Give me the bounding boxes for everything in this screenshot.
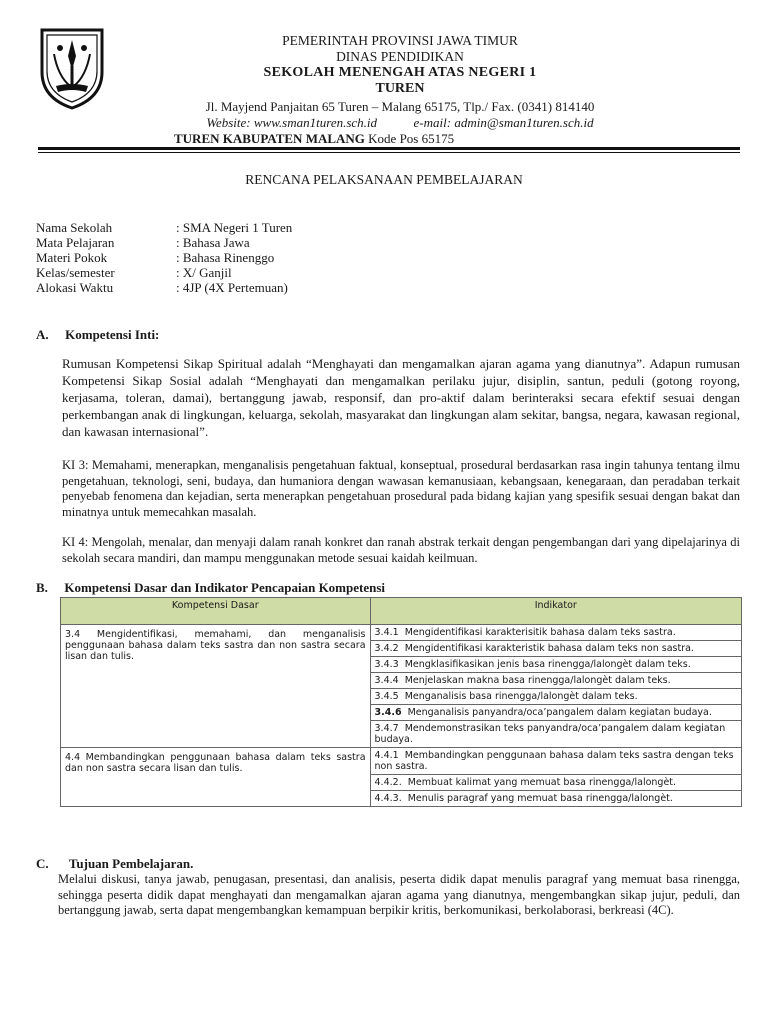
- indicator-number: 3.4.3: [374, 659, 399, 670]
- section-b-label: B.: [36, 580, 48, 595]
- indicator-number: 4.4.2.: [374, 777, 402, 788]
- indicator-item: [371, 657, 741, 673]
- indicator-text: Menulis paragraf yang memuat basa rinengga/lalongèt.: [407, 793, 673, 804]
- identity-value: : 4JP (4X Pertemuan): [176, 280, 288, 295]
- identity-value: : Bahasa Jawa: [176, 235, 250, 250]
- identity-key: Materi Pokok: [36, 250, 108, 265]
- indicator-item: [371, 748, 741, 775]
- indicator-number: 4.4.1: [374, 750, 399, 761]
- header-district: TUREN KABUPATEN MALANG: [174, 131, 365, 146]
- indicator-text: Membandingkan penggunaan bahasa dalam teks sastra dengan teks non sastra.: [374, 750, 734, 772]
- indicator-item: [371, 641, 741, 657]
- kd-cell-3-4: 3.4 Mengidentifikasi, memahami, dan menganalisis penggunaan bahasa dalam teks sastra dan non sastra secara lisan dan tulis.: [61, 625, 371, 748]
- identity-row: [36, 280, 292, 295]
- section-a-heading: [36, 327, 159, 343]
- section-b-heading: [36, 580, 385, 596]
- section-a-label: A.: [36, 327, 49, 342]
- indicator-cell-4-4: [370, 748, 741, 807]
- indicator-item: [371, 625, 741, 641]
- identity-value: : Bahasa Rinenggo: [176, 250, 275, 265]
- indicator-number: 3.4.4: [374, 675, 399, 686]
- identity-row: [36, 250, 292, 265]
- header-email[interactable]: e-mail: admin@sman1turen.sch.id: [413, 115, 594, 130]
- table-header-kd: Kompetensi Dasar: [61, 598, 371, 625]
- header-line-province: PEMERINTAH PROVINSI JAWA TIMUR: [282, 33, 518, 48]
- section-a-paragraph-ki4: KI 4: Mengolah, menalar, dan menyaji dalam ranah konkret dan ranah abstrak terkait dengan pengembangan dari yang dipelajarinya di sekolah secara mandiri, dan mampu menggunakan metode sesuai kaidah keilmuan.: [62, 535, 740, 565]
- identity-row: [36, 220, 292, 235]
- identity-value: : SMA Negeri 1 Turen: [176, 220, 293, 235]
- identity-block: [36, 220, 292, 295]
- header-postal: Kode Pos 65175: [368, 131, 455, 146]
- indicator-item: [371, 791, 741, 806]
- indicator-text: Menganalisis panyandra/oca’pangalem dalam kegiatan budaya.: [407, 707, 712, 718]
- identity-row: [36, 265, 292, 280]
- table-header-row: [61, 598, 742, 625]
- indicator-item: [371, 775, 741, 791]
- identity-key: Kelas/semester: [36, 265, 115, 280]
- indicator-text: Mengidentifikasi karakterisitik bahasa dalam teks sastra.: [404, 627, 676, 638]
- indicator-text: Menjelaskan makna basa rinengga/lalongèt dalam teks.: [404, 675, 671, 686]
- indicator-text: Mengidentifikasi karakteristik bahasa dalam teks non sastra.: [404, 643, 694, 654]
- indicator-item: [371, 689, 741, 705]
- section-c-title: Tujuan Pembelajaran.: [68, 856, 194, 871]
- indicator-item: [371, 721, 741, 747]
- indicator-number: 3.4.6: [374, 707, 402, 718]
- letterhead-divider-thin: [38, 152, 740, 153]
- identity-value: : X/ Ganjil: [176, 265, 232, 280]
- header-address: Jl. Mayjend Panjaitan 65 Turen – Malang 65175, Tlp./ Fax. (0341) 814140: [205, 99, 595, 114]
- identity-row: [36, 235, 292, 250]
- section-a-title: Kompetensi Inti:: [65, 327, 160, 342]
- section-c-label: C.: [36, 856, 49, 871]
- section-a-paragraph-1: Rumusan Kompetensi Sikap Spiritual adalah “Menghayati dan mengamalkan ajaran agama yang dianutnya”. Adapun rumusan Kompetensi Sikap Sosial adalah “Menghayati dan mengamalkan perilaku jujur, disiplin, santun, peduli (gotong royong, kerjasama, toleran, damai), bertanggung jawab, responsif, dan pro-aktif dalam berinteraksi secara efektif sesuai dengan perkembangan anak di lingkungan, keluarga, sekolah, masyarakat dan lingkungan alam sekitar, bangsa, negara, kawasan regional, dan kawasan internasional”.: [62, 356, 740, 439]
- section-a-paragraph-ki3: KI 3: Memahami, menerapkan, menganalisis pengetahuan faktual, konseptual, prosedural berdasarkan rasa ingin tahunya tentang ilmu pengetahuan, teknologi, seni, budaya, dan humaniora dengan wawasan kemanusiaan, kebangsaan, kenegaraan, dan peradaban terkait penyebab fenomena dan kejadian, serta menerapkan pengetahuan prosedural pada bidang kajian yang spesifik sesuai dengan bakat dan minatnya untuk memecahkan masalah.: [62, 458, 740, 519]
- section-b-title: Kompetensi Dasar dan Indikator Pencapaian Kompetensi: [64, 580, 386, 595]
- competency-table: [60, 597, 742, 807]
- table-row: [61, 625, 742, 748]
- provincial-emblem-logo: [36, 26, 108, 110]
- indicator-text: Mendemonstrasikan teks panyandra/oca’pangalem dalam kegiatan budaya.: [374, 723, 726, 745]
- header-contact: [140, 115, 660, 131]
- indicator-item: [371, 673, 741, 689]
- letterhead-divider-thick: [38, 147, 740, 150]
- table-row: [61, 748, 742, 807]
- indicator-cell-3-4: [370, 625, 741, 748]
- kd-cell-4-4: 4.4 Membandingkan penggunaan bahasa dalam teks sastra dan non sastra secara lisan dan tulis.: [61, 748, 371, 807]
- indicator-number: 3.4.2: [374, 643, 399, 654]
- indicator-number: 3.4.5: [374, 691, 399, 702]
- indicator-text: Mengklasifikasikan jenis basa rinengga/lalongèt dalam teks.: [404, 659, 691, 670]
- indicator-text: Membuat kalimat yang memuat basa rinengga/lalongèt.: [407, 777, 677, 788]
- identity-key: Mata Pelajaran: [36, 235, 115, 250]
- letterhead: [140, 33, 660, 147]
- section-c-paragraph: Melalui diskusi, tanya jawab, penugasan, presentasi, dan analisis, peserta didik dapat menulis paragraf yang memuat basa rinengga, sehingga peserta didik dapat menghayati dan mengamalkan ajaran agama yang dianutnya, mengembangkan sikap jujur, peduli, dan bertanggung jawab, serta dapat mengembangkan kemampuan berpikir kritis, berkomunikasi, berkolaborasi, berkreasi (4C).: [58, 872, 740, 917]
- header-line-town: TUREN: [375, 81, 425, 96]
- identity-key: Alokasi Waktu: [36, 280, 114, 295]
- header-line-school: SEKOLAH MENENGAH ATAS NEGERI 1: [263, 65, 537, 80]
- identity-key: Nama Sekolah: [36, 220, 113, 235]
- section-c-heading: [36, 856, 193, 872]
- indicator-item: [371, 705, 741, 721]
- header-website[interactable]: Website: www.sman1turen.sch.id: [206, 115, 378, 130]
- indicator-text: Menganalisis basa rinengga/lalongèt dalam teks.: [404, 691, 638, 702]
- table-header-indikator: Indikator: [370, 598, 741, 625]
- indicator-number: 4.4.3.: [374, 793, 402, 804]
- header-line-agency: DINAS PENDIDIKAN: [336, 49, 464, 64]
- indicator-number: 3.4.7: [374, 723, 399, 734]
- indicator-number: 3.4.1: [374, 627, 399, 638]
- header-district-line: [140, 131, 660, 147]
- document-title: RENCANA PELAKSANAAN PEMBELAJARAN: [245, 172, 523, 187]
